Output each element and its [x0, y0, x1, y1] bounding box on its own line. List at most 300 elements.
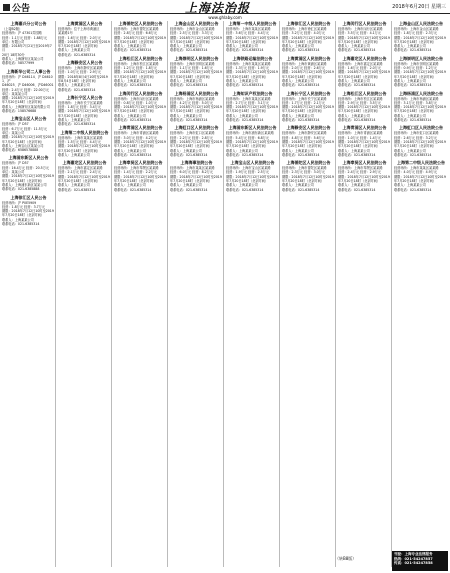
notice-line: 联系人：上海某某公司 [226, 113, 258, 118]
notice-line: 联系电话：021-6385314 [58, 187, 96, 192]
notice-line: 经营：2.5万元 经营：3.3万元 [170, 31, 214, 36]
notice-title: 上海杨浦区人民法院公告 [174, 90, 219, 96]
notice-line: 联系电话：021-6385314 [282, 48, 320, 53]
notice-title: 上海金山区人民法院公告 [174, 21, 219, 26]
notice-line: 联系人：上海某某公司 [282, 78, 314, 83]
notice-line: 经营：2.8万元 经营：6.6万元 [114, 31, 158, 36]
notice-title: 上海第一中级人民法院公告 [228, 21, 277, 26]
notice-line: 联系电话：021-6385314 [338, 48, 376, 53]
notice-item [170, 91, 223, 123]
notice-title: 上海杨浦区人民法院公告 [398, 90, 443, 96]
notice-line: 期限：2018年7月12日10时至2019 [58, 39, 110, 44]
notice-line: 联系人：上海某某公司 [226, 148, 258, 153]
notice-line: 某某路1号 [58, 31, 73, 36]
notice-line: 年7月20日18时（北京时间） [338, 144, 381, 149]
notice-line: 联系人：上海某某公司 [394, 183, 426, 188]
notice-line: 联系电话：021-6385314 [170, 152, 208, 157]
hotline-line: 传真：021-54247858 [394, 561, 433, 565]
continuation-note: （转B8版） [335, 556, 357, 561]
notice-item [338, 21, 391, 53]
notice-line: 期限：2018年7月12日10时至2019 [170, 139, 222, 144]
notice-line: 期限：2018年7月12日10时至2019 [2, 174, 54, 179]
notice-line: 年7月20日18时（北京时间） [226, 74, 269, 79]
notice-line: 联系电话：021-6385314 [394, 83, 432, 88]
notice-line: 联系人：上海某某公司 [282, 148, 314, 153]
notice-line: 期限：2018年8月4日10时至2019 [58, 74, 108, 79]
notice-line: 联系人：上海某某公司 [58, 48, 90, 53]
notice-item [394, 160, 448, 192]
newspaper-logo: 上海法治报 [185, 1, 251, 15]
notice-line: 经营场所：上海市宝山区某某路 [226, 166, 271, 171]
notice-item [226, 160, 279, 192]
notice-line: 联系人：上海某某公司 [226, 44, 258, 49]
notice-line: 联系电话：021-6385314 [282, 152, 320, 157]
notice-line: 联系电话：021-6385314 [338, 83, 376, 88]
notice-line: 联系电话：021-6385314 [338, 118, 376, 123]
notice-item [338, 125, 391, 157]
notice-line: 经营：4.0万元 经营：4.9万元 [394, 170, 438, 175]
notice-line: 联系人：上海某某公司 [394, 148, 426, 153]
notice-line: 期限：2018年7月12日10时至2019 [282, 174, 334, 179]
notice-line: 联系电话：021-6385314 [114, 152, 152, 157]
notice-line: 年7月20日18时（北京时间） [170, 109, 213, 114]
notice-line: 年7月20日18时（北京时间） [282, 179, 325, 184]
notice-line: 联系人：上海某某公司 [170, 113, 202, 118]
notice-line: 联系人：上海某某公司 [226, 78, 258, 83]
notice-line: 经营场所：上海市浦东新区某某路 [226, 131, 274, 136]
notice-line: 经营场所：上海市某某区某某路 [226, 61, 271, 66]
notice-line: 期限：2018年7月12日10时至2019 [338, 105, 390, 110]
notice-title: 上海静安区人民法院公告 [286, 125, 331, 131]
notice-line: 经营场所：上海市闵行区某某路 [338, 27, 383, 31]
notice-line: 联系人：上海宝山区某某公司 [2, 143, 44, 148]
notice-line: 联系人：上海某某公司 [282, 183, 314, 188]
notice-line: 经营：2.2万元 经营：2.8万元 [170, 135, 214, 140]
notice-line: 年7月20日18时（北京时间） [170, 179, 213, 184]
notice-line: 年7月20日18时（北京时间） [58, 179, 101, 184]
notice-line: 经营场所：沪 47301弄园路 [2, 31, 42, 36]
notice-line: 年7月20日18时（北京时间） [282, 144, 325, 149]
notice-item [170, 125, 223, 157]
notice-line: 年7月20日18时（北京时间） [338, 74, 381, 79]
notice-title: 上海虹口区人民法院公告 [398, 125, 443, 131]
notice-line: 联系电话：021-6385314 [338, 152, 376, 157]
notice-line: 经营场所：上海市普陀区某某路 [114, 27, 159, 31]
notice-item [338, 160, 391, 192]
notice-line: 经营场所：上海市青浦区某某路 [338, 131, 383, 136]
notice-title: 上海宝山区人民公告 [10, 116, 47, 122]
notice-line: 期限：2018年7月12日10时至2019 [226, 174, 278, 179]
notice-line: 联系电话：021-6385314 [394, 187, 432, 192]
notice-title: 上海崇明区人民法院公告 [174, 55, 219, 61]
notice-line: 联系电话：021-6385314 [58, 122, 96, 127]
notice-line: 经营：2.1万元 经营：2.4万元 [58, 170, 102, 175]
notice-line: 联系人：上海某某公司 [394, 44, 426, 49]
notice-line: 联系人：上海某某公司 [114, 183, 146, 188]
notice-line: 经营：4.8万元 经营：5.6万元 [282, 135, 326, 140]
website-url: www.ghlaby.com [208, 15, 242, 20]
notice-line: 经营场所：上海市崇明区某某路 [170, 61, 215, 66]
notice-item [226, 21, 279, 53]
notice-item [170, 21, 223, 53]
notice-line: 经营场所：上海市徐汇区某某路 [282, 27, 327, 31]
notice-line: 联系电话：58577999 [2, 61, 35, 66]
notice-line: 年7月20日18时（北京时间） [226, 179, 269, 184]
notice-line: 经营：3.0万元 经营：4.2万元 [114, 135, 158, 140]
notice-line: 经营场所：沪 D57 [2, 122, 29, 127]
notice-line: 期限：2018年7月12日10时至2019 [394, 70, 446, 75]
notice-line: 期限：2018年7月12日10时至2019 [2, 135, 54, 140]
notice-title: 上海黄浦区人民公告 [66, 21, 103, 26]
notice-line: 联系电话：021-6385314 [226, 48, 264, 53]
notice-line: 联系人：上海某某公司 [394, 113, 426, 118]
notice-line: 期限：2018年7月12日10时至2019 [282, 105, 334, 110]
notice-line: 期限：2018年7月12日10时至2019 [282, 70, 334, 75]
notice-item [226, 91, 279, 123]
notice-line: 经营：6.0万元 经营：8.2万元 [170, 170, 214, 175]
notice-title: 上海松江区人民法院公告 [342, 90, 387, 96]
notice-item [58, 130, 111, 157]
notice-item [282, 91, 335, 123]
notice-line: 联系电话：021-6385314 [226, 118, 264, 123]
notice-line: 联系电话：021-6385314 [338, 187, 376, 192]
notice-title: 上海浦东新区人民公告 [8, 155, 49, 161]
notice-line: 年7月20日18时（北京时间） [2, 178, 45, 183]
column-6 [282, 21, 336, 567]
notice-line: 联系电话：021-6385314 [114, 118, 152, 123]
notice-line: 经营：2.3万元 经营：3.0万元 [282, 170, 326, 175]
notice-line: 联系人：上海某某公司 [394, 78, 426, 83]
notice-item [282, 160, 335, 192]
notice-item [58, 95, 111, 127]
notice-title: 上海奉贤区人民法院公告 [118, 160, 163, 166]
notice-title: 上海崇明区人民法院公告 [398, 55, 443, 61]
notice-line: 经营场所：上海市长宁区某某路 [282, 96, 327, 101]
notice-line: 期限：2018年7月12日10时至2019 [226, 139, 278, 144]
notice-line: 经营：1.3万元 经营：1.9万元 [226, 66, 270, 71]
notice-item [338, 91, 391, 123]
notice-line: 期限：2018年7月12日10时至2019 [226, 35, 278, 40]
notice-line: 年7月20日18时（北京时间） [394, 109, 437, 114]
notice-line: 经营：2.4万元 经营：2.9万元 [338, 170, 382, 175]
notice-title: 上海嘉定区人民法院公告 [342, 55, 387, 61]
notice-line: 年7月20日18时（北京时间） [338, 39, 381, 44]
notice-line: 期限：2018年7月12日10时至2019 [114, 139, 166, 144]
notice-line: 年7月20日18时（北京时间） [338, 109, 381, 114]
notice-line: 期限：2018年7月12日10时至2019 [114, 174, 166, 179]
notice-line: 期限：2018年7月12日10时至2019 [338, 35, 390, 40]
notice-line: 联系电话：021-6385314 [170, 83, 208, 88]
notice-line: 联系电话：021-6385314 [282, 83, 320, 88]
notice-line: 联系电话：021-6385314 [226, 83, 264, 88]
notice-line: 联系电话：021-6385314 [114, 83, 152, 88]
notice-line: 年7月20日18时（北京时间） [58, 113, 101, 118]
notice-line: 经营：1.7万元 经营：2.1万元 [282, 100, 326, 105]
notice-item [114, 56, 167, 88]
notice-line: 年7月20日18时（北京时间） [114, 39, 157, 44]
notice-line: 经营场所：上海市闵行区某某路 [114, 96, 159, 101]
notice-line: 联系电话：021-6385314 [2, 221, 40, 226]
notice-line: 联系电话：021-6385314 [282, 187, 320, 192]
notice-line: 联系人：上海某某公司 [338, 183, 370, 188]
notice-item [394, 125, 448, 157]
notice-title: 上海松江区人民法院公告 [118, 55, 163, 61]
notice-line: 年7月20日18时（北京时间） [282, 109, 325, 114]
notice-line: 联系人：上海某某公司 [170, 148, 202, 153]
notice-line: 联系电话：6586578888 [2, 148, 39, 153]
notice-line: 联系电话：021-6385314 [394, 48, 432, 53]
notice-line: 联系电话：021-6385314 [170, 48, 208, 53]
notice-line: 经营场所：上海市虹口区某某路 [170, 131, 215, 136]
notice-line: 年7月20日18时（北京时间） [170, 74, 213, 79]
notice-line: 单位：某某某公司 [2, 91, 28, 96]
notice-item [2, 116, 55, 152]
notice-line: 联系人：上海某某公司 [114, 44, 146, 49]
notice-line: 期限：2018年7月12日10时至2019 [394, 139, 446, 144]
notice-line: 单位：某某公司 [2, 170, 25, 175]
notice-line: 年7月20日18时（北京时间） [394, 39, 437, 44]
notice-title: 上海虹口区人民法院公告 [174, 125, 219, 131]
notice-line: 经营场所：上海市某某区某某路 [226, 27, 271, 31]
notice-line: 联系电话：158576688 [2, 109, 37, 114]
notice-line: 期限：2018年7月12日10时至2019 [58, 144, 110, 149]
notice-line: 联系电话：021-6385888 [2, 187, 40, 192]
notice-item [58, 21, 111, 57]
notice-title: 上海嘉定区人民法院公告 [62, 160, 107, 166]
notice-line: 年7月20日18时（北京时间） [226, 144, 269, 149]
notice-item [58, 160, 111, 192]
notice-line: 期限：2018年7月12日10时至2019 [58, 174, 110, 179]
notice-title: 上海青浦区人民法院公告 [118, 125, 163, 131]
notice-title: 上海普陀区人民法院公告 [118, 21, 163, 26]
notice-line: 联系人：上海某某公司 [58, 118, 90, 123]
notice-line: 联系人：上海某某公司 [2, 217, 34, 222]
notice-line: 经营场所：上海市金山区某某路 [394, 27, 439, 31]
ad-hotline-box [392, 551, 448, 571]
notice-line: 经营：1.9万元 经营：2.5万元 [226, 170, 270, 175]
notice-line: 期限：2018年7月12日10时至2019 [114, 70, 166, 75]
notice-line: 经营场所：上海市松江区某某路 [338, 96, 383, 101]
notice-line: 期限：2018年7月12日10时至2019 [114, 105, 166, 110]
notice-line: 联系电话：021-6385314 [394, 152, 432, 157]
notice-line: 经营场所：上海市嘉定区某某路 [338, 61, 383, 66]
notice-line: 经营：1.2万元 经营：1.8万元 [114, 66, 158, 71]
notice-title: 上海新华公司二人事公告 [6, 68, 51, 74]
notice-line: 联系电话：021-6385314 [226, 152, 264, 157]
notice-item [394, 91, 448, 123]
notice-line: 年7月20日18时（北京时间） [114, 144, 157, 149]
notice-line: 期限：2018年7月12日10时至2019 [226, 70, 278, 75]
notice-item [2, 155, 55, 191]
notice-line: 20日 18时30分 [2, 52, 25, 57]
notice-title: 上海普陀区人民法院公告 [286, 160, 331, 166]
notice-line: 期限：2018年7月12日10时至2019 [282, 35, 334, 40]
notice-item [226, 56, 279, 88]
notice-line: 年7月20日18时（北京时间） [58, 44, 101, 49]
notice-line: 联系人：上海浦东新区某某公司 [2, 182, 47, 187]
notice-line: 经营：16.4万元 经营：20.5万元 [2, 165, 50, 170]
column-1 [2, 21, 56, 567]
column-4 [170, 21, 224, 567]
column-8 [394, 21, 448, 567]
notice-line: 联系电话：021-6385314 [170, 118, 208, 123]
notice-line: 经营场所：上海市普陀区某某路 [282, 166, 327, 171]
dateline: 2018年6月20日 星期三 [392, 4, 446, 10]
notice-line: 年8月4日18时（北京时间） [58, 78, 98, 83]
notice-line: 年7月20日18时（北京时间） [2, 100, 45, 105]
notice-title: 上海静安区人民公告 [66, 60, 103, 66]
notice-item [394, 21, 448, 53]
notice-line: 期限：2018年7月12日10时至2019 [338, 174, 390, 179]
notice-line: 年7月20日18时（北京时间） [58, 148, 101, 153]
notice-line: 经营：4.2万元 经营：5.0万元 [170, 100, 214, 105]
notice-line: 期限：2018年7月12日10时至2019 [2, 209, 54, 214]
notice-line: 年7月20日18时（北京时间） [170, 144, 213, 149]
notice-line: 经营：3.1万元 经营：3.8万元 [394, 100, 438, 105]
notice-line: 年7月20日18时（北京时间） [338, 179, 381, 184]
notice-line: 经营：2.6万元 经营：3.2万元 [394, 135, 438, 140]
notice-title: 上海铁路运输法院公告 [232, 55, 273, 61]
section-label [3, 1, 30, 14]
notice-line: 联系电话：021-6385314 [170, 187, 208, 192]
notice-item [114, 91, 167, 123]
notice-line: 经营场所：上海市静安区某某路 [282, 131, 327, 136]
notice-line: 联系人：上海某某公司 [338, 148, 370, 153]
notice-line: 经营场所：上海市静安区某某路 [58, 66, 103, 71]
notice-line: 期限：2018年7月12日10时至2019 [170, 70, 222, 75]
notice-item [394, 56, 448, 88]
hotline-line: 刊登：上海专业法律服务 [394, 552, 433, 556]
notice-line: 期限：2018年7月12日10时至2019 [58, 109, 110, 114]
notice-line: 期限：2018年7月12日10时至2019 [394, 35, 446, 40]
notice-line: 经营：2.4万元 经营：22.00万元 [2, 87, 50, 92]
notice-item [114, 125, 167, 157]
notice-line: 期限：2018年7月12日10时至2019 [170, 35, 222, 40]
notice-line: 经营场所：上海市奉贤区某某路 [114, 166, 159, 171]
notice-line: 联系电话：021-6385314 [58, 87, 96, 92]
notice-title: 上海知识产权法院公告 [232, 90, 273, 96]
notice-line: 联系人：上海某某公司 [226, 183, 258, 188]
notice-line: 经营场所：上海市松江区某某路 [114, 61, 159, 66]
notice-line: 年7月20日18时（北京时间） [114, 109, 157, 114]
notice-line: 联系电话：021-6385314 [282, 118, 320, 123]
notice-item [114, 160, 167, 192]
notice-line: 经营：0.9万元 经营：1.2万元 [394, 66, 438, 71]
notice-line: 经营场所：上海市某某区某某路 [394, 166, 439, 171]
notice-title: 上海海事法院公告 [180, 160, 213, 166]
notice-line: 联系人：上海某某公司 [58, 183, 90, 188]
section-mark-icon [3, 4, 10, 11]
notice-line: 联系人：上海某某公司 [58, 152, 90, 157]
notice-line: 经营：1.8万元 经营：3.7万元 [2, 204, 46, 209]
notice-line: 经营：1.8万元 经营：3.4万元 [58, 105, 102, 110]
notice-line: 经营场所：沪 D46114、沪 D46101、沪 [2, 74, 53, 83]
notice-line: 年7月20日18时（北京时间） [114, 74, 157, 79]
notice-title: 上海闵行区人民法院公告 [118, 90, 163, 96]
notice-title: 上海浦东新区人民法院公告 [228, 125, 277, 131]
column-2 [58, 21, 112, 567]
notice-line: 经营场所：上海市某某区某某路 [226, 96, 271, 101]
notice-line: 期限：2018年7月12日10时至2019 [170, 174, 222, 179]
notice-line: 经营场所：上海市崇明区某某路 [394, 61, 439, 66]
notice-line: 年7月20日18时（北京时间） [394, 179, 437, 184]
notice-line: 经营：1.6万元 经营：2.0万元 [338, 66, 382, 71]
notice-line: 联系人：上海某某公司 [170, 183, 202, 188]
notice-title: 上海金山区人民法院公告 [398, 21, 443, 26]
notice-line: 经营场所：上海市黄浦区某某路 [282, 61, 327, 66]
notice-line: 联系电话：021-6385314 [114, 48, 152, 53]
notice-line: 经营：1.4万元 经营：2.2万元 [114, 170, 158, 175]
notice-title: 上海奉贤区人民法院公告 [342, 160, 387, 166]
notice-line: 年7月20日18时（北京时间） [2, 139, 45, 144]
notice-line: 年7月20日18时（北京时间） [170, 39, 213, 44]
notice-title: 上海黄浦区人民法院公告 [286, 55, 331, 61]
notice-line: 经营：1.0万元 经营：2.9万元 [58, 70, 102, 75]
notice-title: 上海徐汇区人民法院公告 [286, 21, 331, 26]
notice-line: 经营：3.5万元 经营：4.1万元 [338, 31, 382, 36]
notice-item [282, 125, 335, 157]
notice-line: 经营场所：上海市某某区某某路 [58, 135, 103, 140]
notice-item [282, 21, 335, 53]
notice-line: 期限：2018年7月21日至2019年7月 [2, 44, 52, 53]
notice-item [170, 56, 223, 88]
notice-line: 经营：3.2万元 经营：4.0万元 [282, 31, 326, 36]
notice-line: 联系人：上海某某公司 [282, 113, 314, 118]
notice-line: 经营场所：上海市金山区某某路 [170, 27, 215, 31]
notice-title: 上海青浦区人民法院公告 [342, 125, 387, 131]
notice-line: 经营场所：上海市某某区某某路 [170, 166, 215, 171]
notice-line: 经营：2.7万元 经营：3.1万元 [226, 100, 270, 105]
notice-line: 年7月20日18时（北京时间） [282, 39, 325, 44]
notice-line: 年7月20日18时（北京时间） [282, 74, 325, 79]
notice-line: 单位：某某公司 [2, 130, 25, 135]
column-5 [226, 21, 280, 567]
notice-line: 经营：5.4万元 经营：6.8万元 [226, 135, 270, 140]
notice-line: 经营场所：沪 D57 [2, 161, 29, 166]
notice-line: 单位：有限公司 [2, 39, 25, 44]
notice-line: 联系人：上海某某公司 [282, 44, 314, 49]
notice-line: 联系电话：021-6385314 [226, 187, 264, 192]
notice-line: 经营：1.6万元 经营：2.0万元 [58, 35, 102, 40]
notice-item [170, 160, 223, 192]
notice-title: 上海徐汇区人民公告 [10, 194, 47, 200]
notice-line: 经营：2.9万元 经营：3.5万元 [338, 100, 382, 105]
notice-line: 年7月20日18时（北京时间） [394, 144, 437, 149]
notice-line: 期限：2018年7月12日10时至2019 [338, 70, 390, 75]
notice-line: 联系人：上海某某公司 [170, 44, 202, 49]
notice-line: 经营场所：上海市青浦区某某路 [114, 131, 159, 136]
notice-line: 经营：3.6万元 经营：4.4万元 [226, 31, 270, 36]
notice-line: 年7月20日18时（北京时间） [226, 39, 269, 44]
notice-line: 期限：2018年7月12日10时至2019 [226, 105, 278, 110]
notice-line: 经营：1.1万元 经营：1.88万元 [2, 35, 48, 40]
notice-line: 联系人：上海某某公司 [170, 78, 202, 83]
notice-title: 上海闵行区人民法院公告 [342, 21, 387, 26]
notice-item [58, 60, 111, 92]
notice-line: （上接B2版） [2, 27, 23, 31]
notice-item [2, 21, 55, 66]
notice-line: 经营场所：上海市奉贤区某某路 [338, 166, 383, 171]
notice-line: 联系电话：021-6385314 [394, 118, 432, 123]
notice-title: 上海长宁区人民法院公告 [286, 90, 331, 96]
notice-line: 期限：2018年7月12日10时至2019 [338, 139, 390, 144]
notice-line: 联系人：上海某某公司 [114, 113, 146, 118]
notice-line: 经营：1.1万元 经营：1.6万元 [170, 66, 214, 71]
notice-line: 期限：2018年7月12日10时至2019 [170, 105, 222, 110]
notice-line: 联系人：上海某某公司 [114, 148, 146, 153]
notice-line: 联系人：上海某某公司 [338, 44, 370, 49]
notice-line: 联系电话：021-6385314 [114, 187, 152, 192]
